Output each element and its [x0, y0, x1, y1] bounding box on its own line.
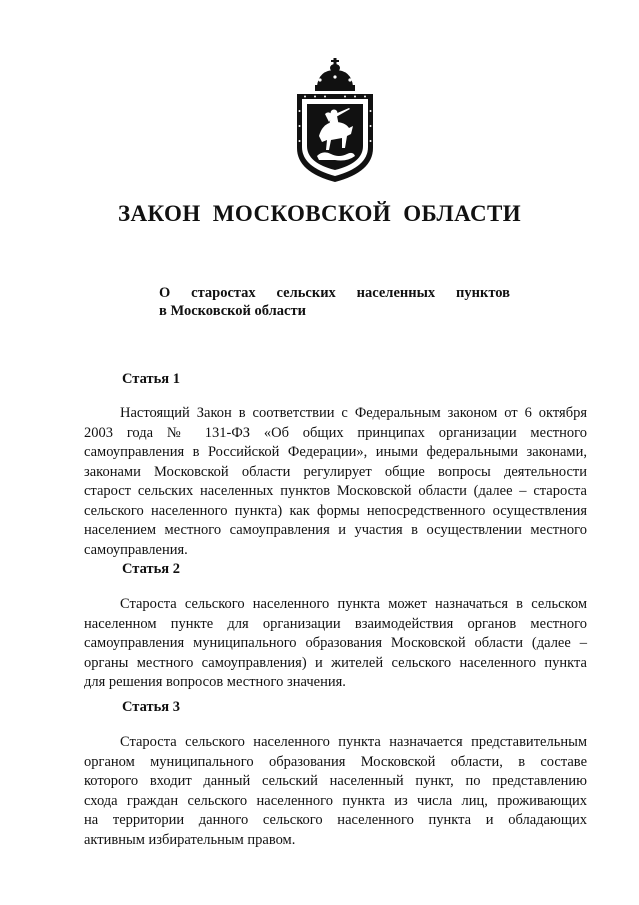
text-line: населенном пункте для организации взаимодействия органов местного	[84, 615, 587, 632]
text-line: Староста сельского населенного пункта назначается представительным	[120, 734, 587, 750]
text-line: самоуправления.	[84, 541, 188, 558]
text-line: Староста сельского населенного пункта может назначаться в сельском	[120, 596, 587, 612]
text-line: сельского населенного пункта) как формы непосредственного осуществления	[84, 502, 587, 519]
text-line: Настоящий Закон в соответствии с Федеральным законом от 6 октября	[120, 405, 587, 421]
law-title: ЗАКОН МОСКОВСКОЙ ОБЛАСТИ	[117, 201, 522, 226]
subject-word: О	[159, 285, 171, 301]
subject-word: сельских	[276, 285, 336, 301]
subject-word: населенных	[356, 285, 436, 301]
moscow-oblast-coat-of-arms-emblem	[289, 56, 381, 184]
article-1-text	[84, 404, 587, 560]
text-line: старост сельских населенных пунктов Московской области (далее – староста	[84, 483, 587, 499]
article-2-heading: Статья 2	[122, 561, 180, 577]
text-line: органы местного самоуправления) и жителей сельского населенного пункта	[84, 654, 587, 671]
article-3-heading: Статья 3	[122, 699, 180, 715]
law-subject	[159, 284, 510, 320]
text-line: самоуправления муниципального образования Московской области (далее –	[84, 635, 587, 651]
text-line: на территории данного сельского населенного пункта и обладающих	[84, 812, 587, 828]
text-line: органом муниципального образования Московской области, в составе	[84, 753, 587, 770]
text-line: для решения вопросов местного значения.	[84, 674, 346, 690]
law-subject-line-1	[159, 284, 510, 302]
text-line: самоуправления в Российской Федерации», иными федеральными законами,	[84, 444, 587, 460]
article-1-heading: Статья 1	[122, 371, 180, 387]
text-line: населением местного самоуправления и участия в осуществлении местного	[84, 522, 587, 538]
article-3-text	[84, 733, 587, 850]
law-subject-line-2: в Московской области	[159, 303, 306, 319]
text-line: которого входит данный сельский населенный пункт, по представлению	[84, 773, 587, 789]
text-line: 2003 года № 131-ФЗ «Об общих принципах организации местного	[84, 424, 587, 441]
subject-word: старостах	[191, 285, 256, 301]
text-line: законами Московской области регулирует общие вопросы деятельности	[84, 463, 587, 480]
text-line: схода граждан сельского населенного пункта из числа лиц, проживающих	[84, 792, 587, 809]
text-line: активным избирательным правом.	[84, 831, 296, 848]
subject-word: пунктов	[456, 285, 510, 301]
article-2-text	[84, 595, 587, 693]
